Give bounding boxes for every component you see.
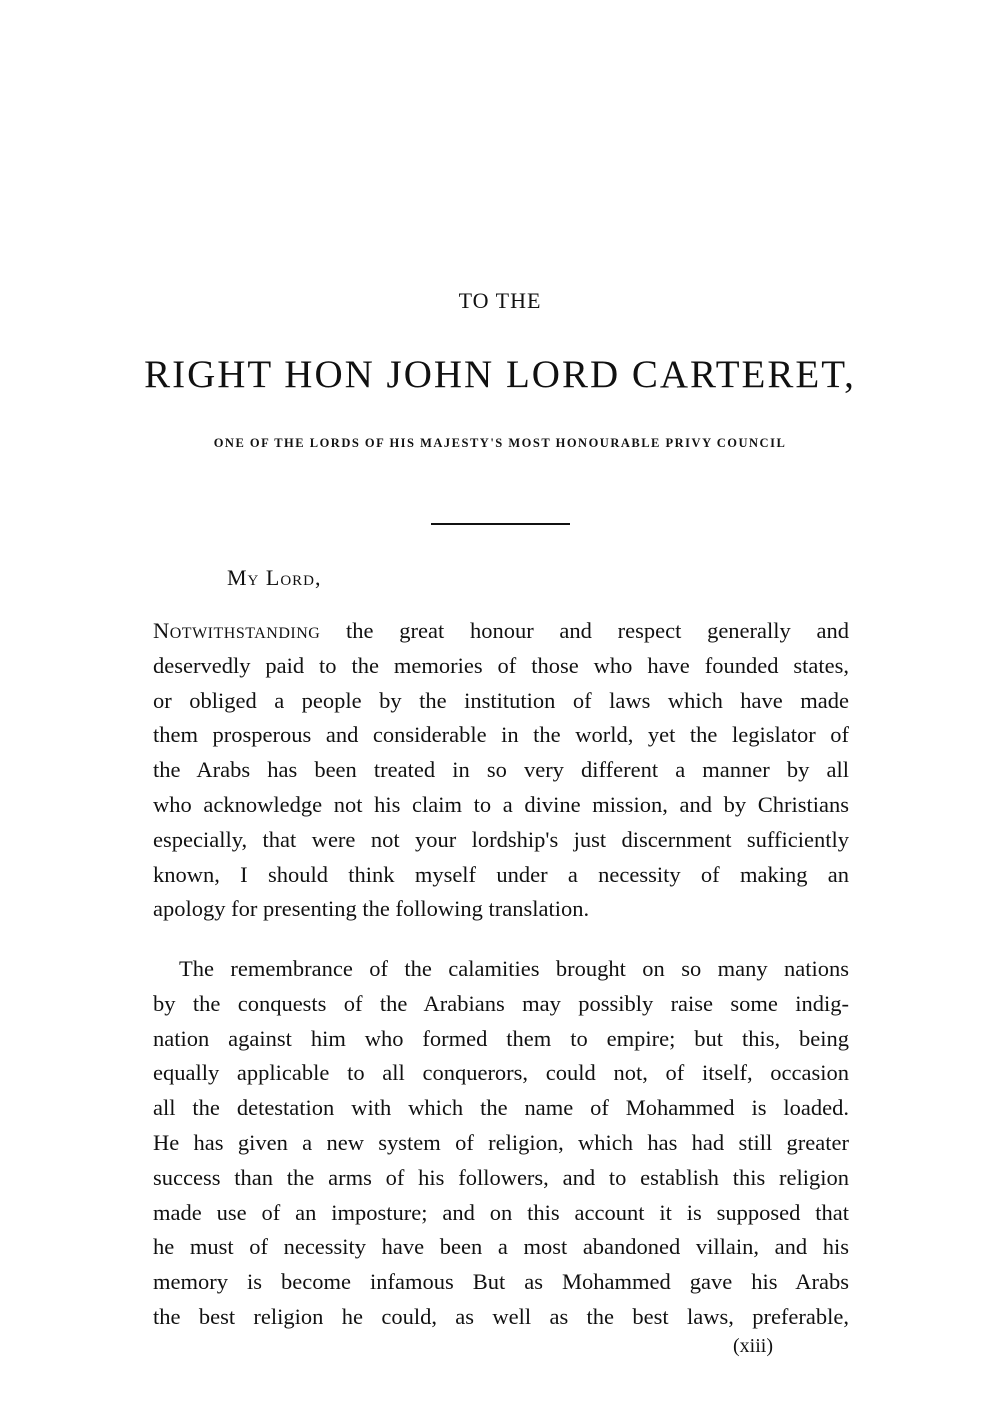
paragraph-1-line: the Arabs has been treated in so very different a manner by all (153, 757, 849, 783)
dedication-office: ONE OF THE LORDS OF HIS MAJESTY'S MOST HONOURABLE PRIVY COUNCIL (213, 436, 787, 450)
paragraph-1-line: known, I should think myself under a necessity of making an (153, 861, 849, 887)
paragraph-2-line: the best religion he could, as well as the best laws, preferable, (153, 1303, 849, 1329)
paragraph-2-line: memory is become infamous But as Mohammed gave his Arabs (153, 1269, 849, 1295)
paragraph-2-line: success than the arms of his followers, and to establish this religion (153, 1164, 849, 1190)
lead-word: Notwithstanding (153, 618, 321, 643)
paragraph-2-line: He has given a new system of religion, which has had still greater (153, 1129, 849, 1155)
paragraph-2-line: he must of necessity have been a most abandoned villain, and his (153, 1234, 849, 1260)
dedication-to-the: TO THE (458, 288, 542, 313)
paragraph-2-line: made use of an imposture; and on this account it is supposed that (153, 1199, 849, 1225)
paragraph-1 (153, 614, 849, 927)
page-number: (xiii) (733, 1335, 773, 1357)
paragraph-2-line: equally applicable to all conquerors, could not, of itself, occasion (153, 1060, 849, 1086)
paragraph-2-line: nation against him who formed them to empire; but this, being (153, 1025, 849, 1051)
paragraph-1-line (153, 614, 849, 649)
salutation: My Lord, (227, 565, 322, 590)
paragraph-1-line: deservedly paid to the memories of those who have founded states, (153, 652, 849, 678)
paragraph-2-line: The remembrance of the calamities brought on so many nations (179, 956, 849, 981)
paragraph-2-line: by the conquests of the Arabians may possibly raise some indig- (153, 990, 849, 1016)
paragraph-1-line: them prosperous and considerable in the world, yet the legislator of (153, 722, 849, 748)
paragraph-1-line: apology for presenting the following translation. (153, 896, 590, 922)
paragraph-1-line: or obliged a people by the institution of laws which have made (153, 687, 849, 713)
dedication-addressee: RIGHT HON JOHN LORD CARTERET, (144, 353, 856, 396)
paragraph-1-line: who acknowledge not his claim to a divine mission, and by Christians (153, 791, 849, 817)
section-divider (431, 523, 570, 525)
paragraph-1-line: especially, that were not your lordship's just discernment sufficiently (153, 826, 849, 852)
paragraph-2-line: all the detestation with which the name of Mohammed is loaded. (153, 1095, 849, 1121)
paragraph-1-line-text: the great honour and respect generally and (320, 618, 849, 643)
paragraph-2 (153, 952, 849, 1335)
